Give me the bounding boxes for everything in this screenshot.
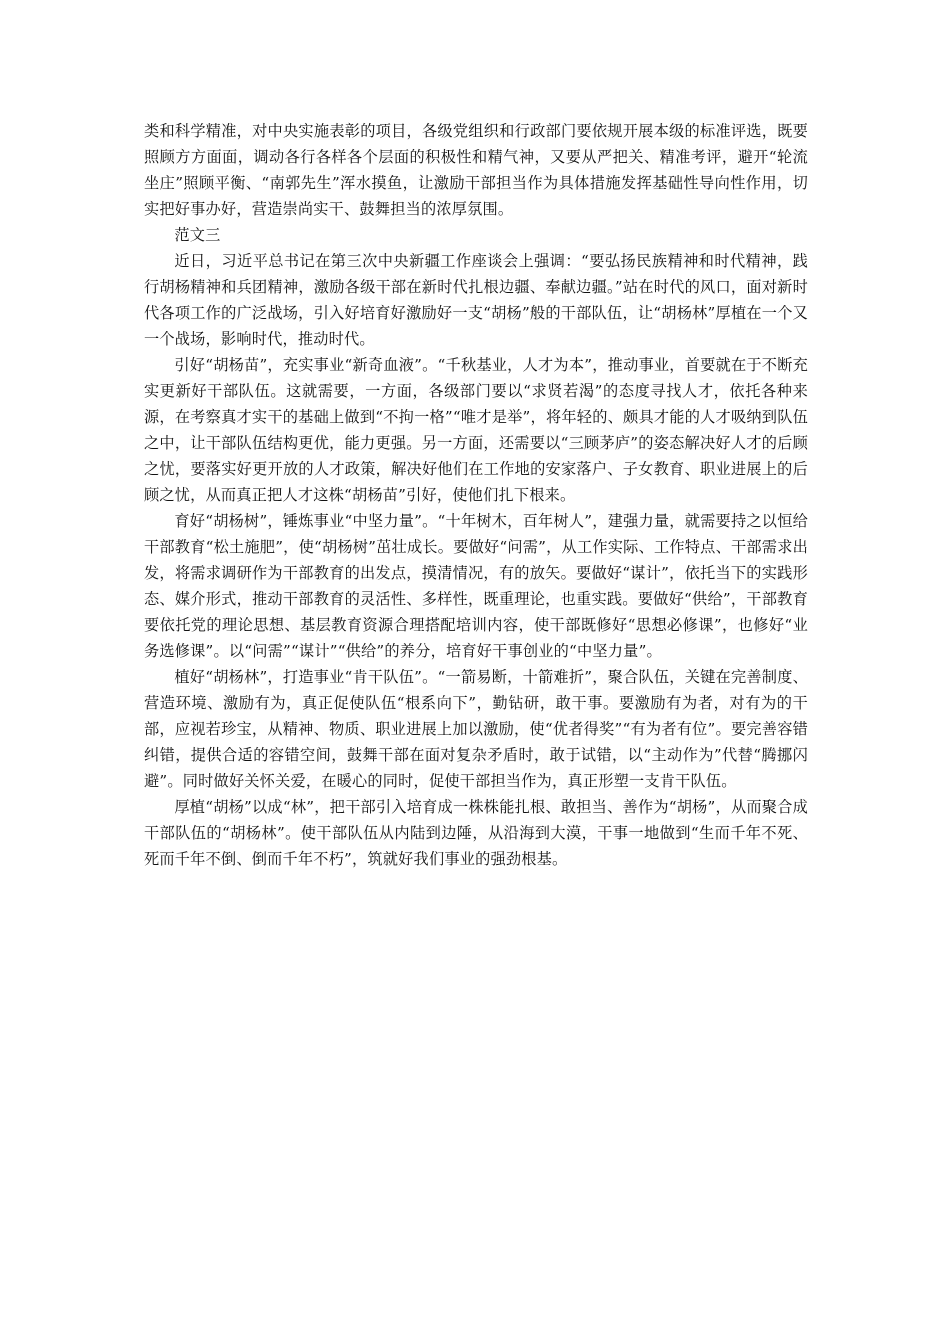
paragraph-opening: 近日，习近平总书记在第三次中央新疆工作座谈会上强调：“要弘扬民族精神和时代精神，践行胡杨精神和兵团精神，激励各级干部在新时代扎根边疆、奉献边疆。”站在时代的风口，面对新时代各项工作的广泛战场，引入好培育好激励好一支“胡杨”般的干部队伍，让“胡杨林”厚植在一个又一个战场，影响时代，推动时代。 xyxy=(144,252,808,348)
paragraph-tree: 育好“胡杨树”，锤炼事业“中坚力量”。“十年树木，百年树人”，建强力量，就需要持之以恒给干部教育“松土施肥”，使“胡杨树”茁壮成长。要做好“问需”，从工作实际、工作特点、干部需求出发，将需求调研作为干部教育的出发点，摸清情况，有的放矢。要做好“谋计”，依托当下的实践形态、媒介形式，推动干部教育的灵活性、多样性，既重理论，也重实践。要做好“供给”，干部教育要依托党的理论思想、基层教育资源合理搭配培训内容，使干部既修好“思想必修课”，也修好“业务选修课”。以“问需”“谋计”“供给”的养分，培育好干事创业的“中坚力量”。 xyxy=(144,512,808,660)
document-page xyxy=(144,118,808,872)
intro-paragraph: 类和科学精准，对中央实施表彰的项目，各级党组织和行政部门要依规开展本级的标准评选，既要照顾方方面面，调动各行各样各个层面的积极性和精气神，又要从严把关、精准考评，避开“轮流坐庄”照顾平衡、“南郭先生”浑水摸鱼，让激励干部担当作为具体措施发挥基础性导向性作用，切实把好事办好，营造崇尚实干、鼓舞担当的浓厚氛围。 xyxy=(144,122,808,218)
paragraph-seedling: 引好“胡杨苗”，充实事业“新奇血液”。“千秋基业，人才为本”，推动事业，首要就在于不断充实更新好干部队伍。这就需要，一方面，各级部门要以“求贤若渴”的态度寻找人才，依托各种来源，在考察真才实干的基础上做到“不拘一格”“唯才是举”，将年轻的、颇具才能的人才吸纳到队伍之中，让干部队伍结构更优，能力更强。另一方面，还需要以“三顾茅庐”的姿态解决好人才的后顾之忧，要落实好更开放的人才政策，解决好他们在工作地的安家落户、子女教育、职业进展上的后顾之忧，从而真正把人才这株“胡杨苗”引好，使他们扎下根来。 xyxy=(144,356,808,504)
section-title: 范文三 xyxy=(174,226,221,244)
paragraph-conclusion: 厚植“胡杨”以成“林”，把干部引入培育成一株株能扎根、敢担当、善作为“胡杨”，从而聚合成干部队伍的“胡杨林”。使干部队伍从内陆到边陲，从沿海到大漠，干事一地做到“生而千年不死、死而千年不倒、倒而千年不朽”，筑就好我们事业的强劲根基。 xyxy=(144,798,808,868)
paragraph-forest: 植好“胡杨林”，打造事业“肯干队伍”。“一箭易断，十箭难折”，聚合队伍，关键在完善制度、营造环境、激励有为，真正促使队伍“根系向下”，勤钻研，敢干事。要激励有为者，对有为的干部，应视若珍宝，从精神、物质、职业进展上加以激励，使“优者得奖”“有为者有位”。要完善容错纠错，提供合适的容错空间，鼓舞干部在面对复杂矛盾时，敢于试错，以“主动作为”代替“腾挪闪避”。同时做好关怀关爱，在暖心的同时，促使干部担当作为，真正形塑一支肯干队伍。 xyxy=(144,668,808,790)
